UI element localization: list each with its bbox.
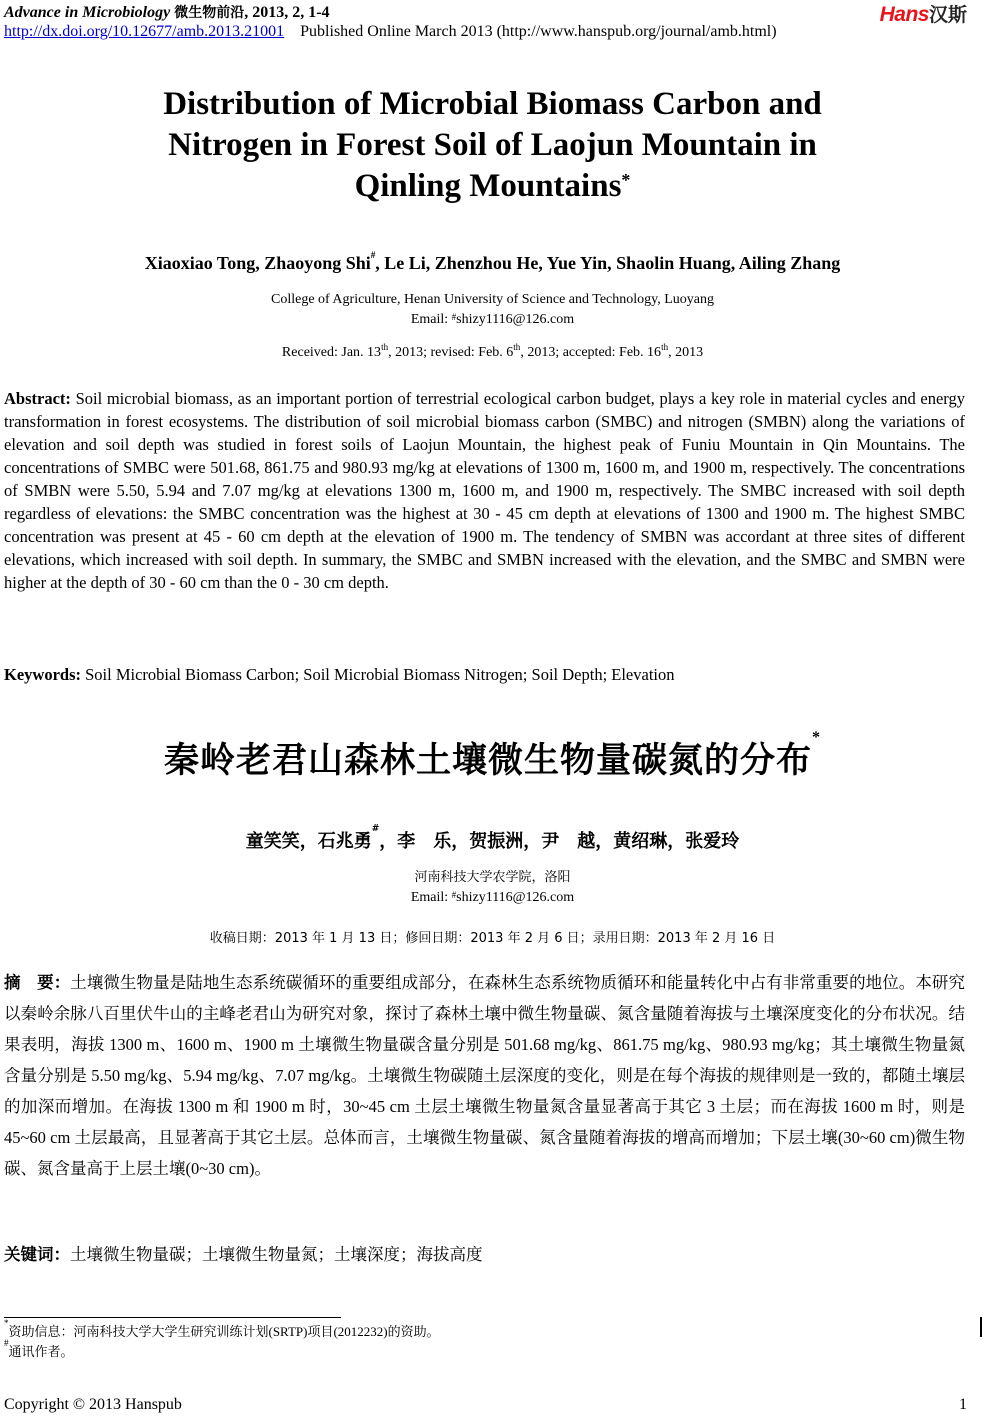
footnote-corresponding: #通讯作者。	[4, 1338, 74, 1359]
paper-title-zh: 秦岭老君山森林土壤微生物量碳氮的分布*	[163, 729, 821, 781]
email-address[interactable]: shizy1116@126.com	[456, 312, 575, 327]
title-footnote-mark: *	[812, 729, 821, 746]
affiliation-en	[0, 290, 985, 330]
keywords-label: Keywords:	[4, 665, 81, 684]
doi-row	[4, 23, 777, 41]
title-line: Nitrogen in Forest Soil of Laojun Mountain in	[168, 127, 817, 163]
corresponding-mark: #	[371, 824, 380, 834]
footnote-divider	[4, 1317, 341, 1318]
journal-name-zh: 微生物前沿	[174, 5, 245, 21]
doi-link[interactable]: http://dx.doi.org/10.12677/amb.2013.21001	[4, 23, 285, 40]
authors-zh: 童笑笑，石兆勇#，李 乐，贺振洲，尹 越，黄绍琳，张爱玲	[245, 824, 740, 852]
keywords-label: 关键词：	[4, 1245, 70, 1264]
copyright: Copyright © 2013 Hanspub	[4, 1396, 182, 1413]
keywords-text: Soil Microbial Biomass Carbon; Soil Microbial Biomass Nitrogen; Soil Depth; Elevation	[81, 665, 675, 684]
email-line: Email: #shizy1116@126.com	[410, 312, 575, 327]
email-line: Email: #shizy1116@126.com	[410, 890, 575, 905]
title-line: Qinling Mountains*	[354, 168, 631, 204]
abstract-en	[4, 387, 965, 594]
abstract-zh	[4, 967, 965, 1184]
abstract-text: Soil microbial biomass, as an important portion of terrestrial ecological carbon budget, plays a key role in material cycles and energy transformation in forest ecosystems. The distribution of soil microbial biomass carbon (SMBC) and nitrogen (SMBN) along the variations of elevation and soil depth was studied in forest soils of Laojun Mountain, the highest peak of Funiu Mountain in Qin Mountains. The concentrations of SMBC were 501.68, 861.75 and 980.93 mg/kg at elevations of 1300 m, 1600 m, and 1900 m, respectively. The concentrations of SMBN were 5.50, 5.94 and 7.07 mg/kg at elevations 1300 m, 1600 m, and 1900 m, respectively. The SMBC increased with soil depth regardless of elevations: the SMBC concentration was the highest at 30 - 45 cm depth at elevations of 1300 and 1900 m. The highest SMBC concentration was present at 45 - 60 cm depth at the elevation of 1900 m. The tendency of SMBN was accordant at three sites of different elevations, which increased with soil depth. In summary, the SMBC and SMBN increased with the elevation, and the SMBC and SMBN were higher at the depth of 30 - 60 cm than the 0 - 30 cm depth.	[4, 389, 965, 592]
affiliation-text: College of Agriculture, Henan University of Science and Technology, Luoyang	[270, 292, 714, 307]
keywords-en	[4, 663, 965, 686]
received-dates-zh: 收稿日期：2013 年 1 月 13 日；修回日期：2013 年 2 月 6 日；录用日期：2013 年 2 月 16 日	[209, 931, 776, 946]
footnote-funding: *资助信息：河南科技大学大学生研究训练计划(SRTP)项目(2012232)的资助。	[4, 1318, 440, 1339]
abstract-label: 摘 要：	[4, 973, 71, 992]
title-line: Distribution of Microbial Biomass Carbon and	[163, 86, 822, 122]
hans-logo	[880, 0, 967, 27]
corresponding-mark: #	[370, 250, 376, 260]
abstract-label: Abstract:	[4, 389, 71, 408]
affiliation-zh	[0, 868, 985, 908]
journal-name: Advance in Microbiology	[4, 4, 171, 21]
journal-header	[4, 2, 330, 22]
received-dates-en: Received: Jan. 13th, 2013; revised: Feb. 6th, 2013; accepted: Feb. 16th, 2013	[281, 342, 704, 360]
keywords-zh	[4, 1243, 965, 1266]
published-note: Published Online March 2013 (http://www.hanspub.org/journal/amb.html)	[300, 23, 777, 40]
margin-bar	[980, 1317, 982, 1337]
journal-citation: , 2013, 2, 1-4	[244, 4, 330, 21]
logo-text-en: Hans	[879, 3, 929, 26]
affiliation-text: 河南科技大学农学院，洛阳	[414, 870, 571, 885]
email-address[interactable]: shizy1116@126.com	[456, 890, 575, 905]
title-footnote-mark: *	[621, 170, 631, 190]
keywords-text: 土壤微生物量碳；土壤微生物量氮；土壤深度；海拔高度	[70, 1245, 483, 1264]
page-number: 1	[959, 1396, 967, 1413]
authors-en: Xiaoxiao Tong, Zhaoyong Shi#, Le Li, Zhenzhou He, Yue Yin, Shaolin Huang, Ailing Zhang	[144, 250, 841, 273]
abstract-text: 土壤微生物量是陆地生态系统碳循环的重要组成部分，在森林生态系统物质循环和能量转化中占有非常重要的地位。本研究以秦岭余脉八百里伏牛山的主峰老君山为研究对象，探讨了森林土壤中微生物量碳、氮含量随着海拔与土壤深度变化的分布状况。结果表明，海拔 1300 m、1600 m、1900 m 土壤微生物量碳含量分别是 501.68 mg/kg、861.75 mg/kg、980.93 mg/kg；其土壤微生物量氮含量分别是 5.50 mg/kg、5.94 mg/kg、7.07 mg/kg。土壤微生物碳随土层深度的变化，则是在每个海拔的规律则是一致的，都随土壤层的加深而增加。在海拔 1300 m 和 1900 m 时，30~45 cm 土层土壤微生物量氮含量显著高于其它 3 土层；而在海拔 1600 m 时，则是 45~60 cm 土层最高，且显著高于其它土层。总体而言，土壤微生物量碳、氮含量随着海拔的增高而增加；下层土壤(30~60 cm)微生物碳、氮含量高于上层土壤(0~30 cm)。	[4, 973, 966, 1178]
paper-title-en	[0, 84, 985, 207]
logo-text-zh: 汉斯	[928, 4, 967, 26]
